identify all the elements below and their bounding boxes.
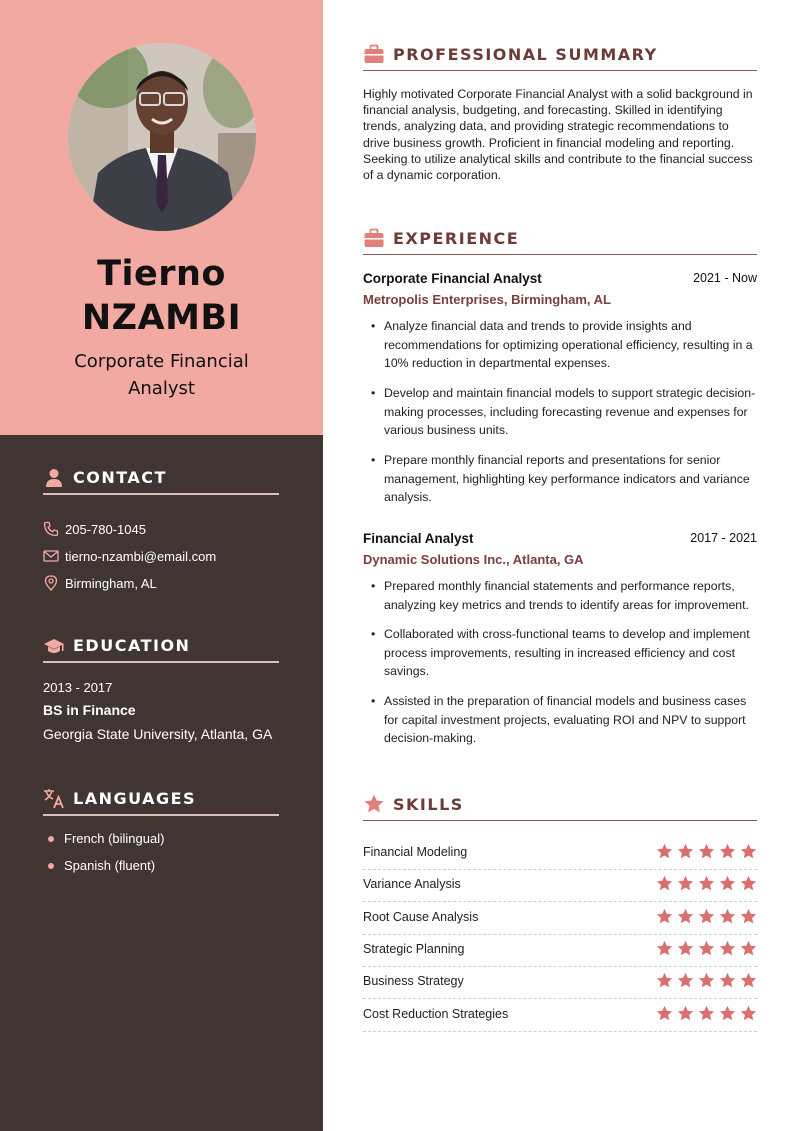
skill-row	[363, 870, 757, 902]
summary-title: PROFESSIONAL SUMMARY	[393, 45, 658, 64]
mail-icon	[43, 548, 59, 564]
language-text: French (bilingual)	[64, 831, 165, 846]
education-divider	[43, 661, 279, 663]
star-icon	[363, 793, 385, 815]
education-dates: 2013 - 2017	[43, 680, 113, 695]
education-degree: BS in Finance	[43, 702, 136, 718]
rating-star-icon	[698, 843, 715, 860]
skill-row	[363, 1000, 757, 1032]
rating-star-icon	[677, 908, 694, 925]
phone-icon	[43, 521, 59, 537]
rating-star-icon	[719, 843, 736, 860]
job-bullet: • Analyze financial data and trends to provide insights and recommendations for optimizing operational efficiency, resulting in a 10% reduction in departmental expenses.	[371, 317, 763, 373]
skill-row	[363, 838, 757, 870]
rating-star-icon	[698, 940, 715, 957]
rating-star-icon	[719, 972, 736, 989]
rating-star-icon	[656, 1005, 673, 1022]
rating-star-icon	[740, 1005, 757, 1022]
rating-star-icon	[656, 843, 673, 860]
job-bullet: • Develop and maintain financial models to support strategic decision-making processes, including forecasting revenue and expenses for various business units.	[371, 384, 763, 440]
briefcase-icon	[363, 43, 385, 65]
experience-divider	[363, 254, 757, 255]
education-school: Georgia State University, Atlanta, GA	[43, 726, 273, 742]
skill-rating	[656, 875, 757, 892]
email-text: tierno-nzambi@email.com	[65, 548, 217, 564]
avatar	[68, 43, 256, 231]
skills-title: SKILLS	[393, 795, 464, 814]
contact-divider	[43, 493, 279, 495]
job-title: Corporate Financial Analyst	[363, 271, 542, 286]
rating-star-icon	[740, 843, 757, 860]
rating-star-icon	[719, 875, 736, 892]
skill-name: Root Cause Analysis	[363, 909, 479, 924]
rating-star-icon	[719, 940, 736, 957]
rating-star-icon	[719, 1005, 736, 1022]
rating-star-icon	[677, 972, 694, 989]
bullet-dot	[48, 863, 54, 869]
graduation-cap-icon	[43, 636, 65, 658]
summary-text: Highly motivated Corporate Financial Analyst with a solid background in financial analysis, budgeting, and forecasting. Skilled in identifying trends, analyzing data, and providing strategic recommendations to drive business growth. Proficient in financial modeling and reporting. Seeking to utilize analytical skills and contribute to the financial success of a dynamic corporation.	[363, 87, 753, 183]
skill-row	[363, 903, 757, 935]
rating-star-icon	[698, 1005, 715, 1022]
rating-star-icon	[740, 940, 757, 957]
rating-star-icon	[698, 908, 715, 925]
contact-title: CONTACT	[73, 468, 167, 487]
skill-name: Business Strategy	[363, 974, 464, 989]
skill-rating	[656, 940, 757, 957]
rating-star-icon	[740, 875, 757, 892]
job-bullet: • Prepared monthly financial statements and performance reports, analyzing key metrics and trends to identify areas for improvement.	[371, 577, 763, 614]
first-name: Tierno	[97, 254, 226, 294]
skill-rating	[656, 1005, 757, 1022]
skill-name: Financial Modeling	[363, 845, 468, 859]
language-text: Spanish (fluent)	[64, 858, 156, 873]
job-title: Financial Analyst	[363, 531, 474, 546]
experience-title: EXPERIENCE	[393, 229, 520, 248]
rating-star-icon	[740, 972, 757, 989]
rating-star-icon	[677, 1005, 694, 1022]
location-pin-icon	[43, 575, 59, 591]
job-dates: 2021 - Now	[693, 271, 757, 285]
skill-rating	[656, 972, 757, 989]
job-company: Dynamic Solutions Inc., Atlanta, GA	[363, 552, 584, 567]
rating-star-icon	[698, 875, 715, 892]
contact-phone[interactable]	[43, 520, 146, 538]
bullet-dot	[48, 836, 54, 842]
skill-name: Variance Analysis	[363, 877, 461, 892]
translate-icon	[43, 787, 65, 809]
profile-header	[0, 0, 323, 435]
contact-email[interactable]	[43, 547, 216, 565]
contact-location	[43, 574, 157, 592]
job-dates: 2017 - 2021	[690, 531, 757, 545]
job-company: Metropolis Enterprises, Birmingham, AL	[363, 292, 612, 307]
briefcase-icon	[363, 227, 385, 249]
job-bullet: • Collaborated with cross-functional teams to develop and implement process improvements, resulting in increased efficiency and cost savings.	[371, 625, 763, 681]
rating-star-icon	[677, 940, 694, 957]
profile-photo	[68, 43, 256, 231]
skills-divider	[363, 820, 757, 821]
summary-divider	[363, 70, 757, 71]
skill-rating	[656, 843, 757, 860]
last-name: NZAMBI	[81, 298, 242, 338]
phone-text: 205-780-1045	[65, 521, 146, 537]
skill-name: Strategic Planning	[363, 941, 465, 956]
person-icon	[43, 467, 65, 489]
job-role: Corporate Financial Analyst	[74, 351, 249, 399]
rating-star-icon	[656, 908, 673, 925]
rating-star-icon	[677, 843, 694, 860]
languages-divider	[43, 814, 279, 816]
rating-star-icon	[656, 972, 673, 989]
left-column	[0, 0, 323, 1131]
skill-rating	[656, 908, 757, 925]
languages-title: LANGUAGES	[73, 789, 197, 808]
language-item	[48, 831, 164, 846]
skill-row	[363, 935, 757, 967]
rating-star-icon	[698, 972, 715, 989]
skill-row	[363, 967, 757, 999]
rating-star-icon	[656, 940, 673, 957]
location-text: Birmingham, AL	[65, 575, 157, 591]
rating-star-icon	[719, 908, 736, 925]
skill-name: Cost Reduction Strategies	[363, 1006, 509, 1021]
job-bullet: • Assisted in the preparation of financial models and business cases for capital investment projects, evaluating ROI and NPV to support decision-making.	[371, 692, 763, 748]
education-title: EDUCATION	[73, 636, 191, 655]
job-bullet: • Prepare monthly financial reports and presentations for senior management, highlighting key performance indicators and variance analysis.	[371, 451, 763, 507]
language-item	[48, 858, 155, 873]
rating-star-icon	[677, 875, 694, 892]
rating-star-icon	[740, 908, 757, 925]
rating-star-icon	[656, 875, 673, 892]
